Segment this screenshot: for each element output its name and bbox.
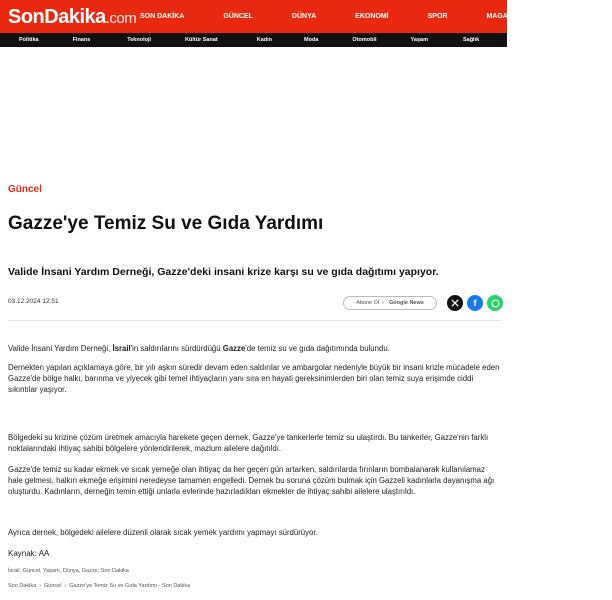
facebook-share-icon[interactable]: f xyxy=(467,295,483,311)
link-israil[interactable]: İsrail xyxy=(112,344,131,353)
nav-item-dunya[interactable]: DÜNYA xyxy=(291,13,317,20)
article-source: Kaynak: AA xyxy=(8,549,50,558)
google-news-follow-button[interactable] xyxy=(343,296,437,310)
subnav-item-finans[interactable]: Finans xyxy=(72,37,91,43)
nav-item-ekonomi[interactable]: EKONOMİ xyxy=(355,13,389,20)
top-header xyxy=(0,0,573,33)
nav-item-magazin[interactable]: MAGAZİN xyxy=(486,13,520,20)
whatsapp-share-icon[interactable] xyxy=(487,295,503,311)
nav-item-son-dakika[interactable]: SON DAKİKA xyxy=(140,13,185,20)
subnav-item-teknoloji[interactable]: Teknoloji xyxy=(127,37,152,43)
article-tags[interactable]: İsrail, Güncel, Yaşam, Dünya, Gazze, Son Dakika xyxy=(8,568,129,574)
subnav-item-otomobil[interactable]: Otomobil xyxy=(352,37,377,43)
article-paragraph: Ayrıca dernek, bölgedeki ailelere düzenli olarak sıcak yemek yardımı yapmayı sürdürüyor. xyxy=(8,528,318,537)
article-paragraph: Bölgedeki su krizine çözüm üretmek amacıyla harekete geçen dernek, Gazze'ye tankerlerle temiz su ulaştırdı. Bu tankerler, Gazze'nin farklı noktalarındaki ihtiyaç sahibi bölgelere yönlendirilerek, mazlum ailelere dağıtıldı. xyxy=(8,433,489,454)
google-news-prefix: Abone Ol xyxy=(356,300,380,306)
article-date: 03.12.2024 12:51 xyxy=(8,298,59,305)
sub-nav xyxy=(0,33,507,47)
subnav-item-moda[interactable]: Moda xyxy=(304,37,319,43)
subnav-item-kadin[interactable]: Kadın xyxy=(256,37,273,43)
subnav-item-yasam[interactable]: Yaşam xyxy=(410,37,428,43)
article-paragraph: Valide İnsani Yardım Derneği, İsrail'in saldırılarını sürdürdüğü Gazze'de temiz su ve gıda dağıtımında bulundu. xyxy=(8,344,390,353)
chevron-right-icon: › xyxy=(382,300,384,306)
breadcrumb-item[interactable]: Son Dakika xyxy=(8,583,37,589)
article-title: Gazze'ye Temiz Su ve Gıda Yardımı xyxy=(8,213,324,234)
logo-suffix: .com xyxy=(105,10,137,27)
subnav-item-politika[interactable]: Politika xyxy=(19,37,39,43)
main-nav xyxy=(140,0,612,33)
x-share-icon[interactable] xyxy=(447,295,463,311)
subnav-item-saglik[interactable]: Sağlık xyxy=(462,37,480,43)
article-paragraph: Gazze'de temiz su kadar ekmek ve sıcak yemeğe olan ihtiyaç da her geçen gün artarken, saldırılarda fırınların bombalanarak kullanılamaz hale gelmesi, halkın ekmeğe erişimini neredeyse tamamen engelledi. Dernek bu soruna çözüm bulmak için Gazzeli kadınlarla dayanışma ağı oluşturdu. Kadınların, derneğin temin ettiği unlarla evlerinde hazırladıkları ekmekler de ihtiyaç sahibi ailelere ulaştırıldı. xyxy=(8,465,495,497)
breadcrumb-separator: › xyxy=(64,583,67,589)
nav-item-guncel[interactable]: GÜNCEL xyxy=(223,13,253,20)
breadcrumb-item[interactable]: Güncel xyxy=(43,583,62,589)
article-category[interactable]: Güncel xyxy=(8,184,42,195)
google-news-brand: Google News xyxy=(388,300,424,306)
link-gazze[interactable]: Gazze xyxy=(222,344,246,353)
subnav-item-kultur-sanat[interactable]: Kültür Sanat xyxy=(185,37,218,43)
article-paragraph: Dernekten yapılan açıklamaya göre, bir yılı aşkın süredir devam eden saldırılar ve ambargolar nedeniyle büyük bir insani krizle mücadele eden Gazze'de bölge halkı, barınma ve yiyecek gibi temel ihtiyaçların yanı sıra en hayati gereksinimlerden biri olan temiz suya erişimde ciddi sıkıntılar yaşıyor. xyxy=(8,363,500,395)
article-spot: Valide İnsani Yardım Derneği, Gazze'deki insani krize karşı su ve gıda dağıtımı yapıyor. xyxy=(8,266,439,278)
site-logo[interactable] xyxy=(8,6,136,29)
divider xyxy=(8,320,501,321)
breadcrumb-separator: › xyxy=(39,583,41,589)
nav-item-spor[interactable]: SPOR xyxy=(427,13,448,20)
breadcrumb-item: Gazze'ye Temiz Su ve Gıda Yardımı - Son Dakika xyxy=(69,583,191,589)
nav-item-yerel[interactable]: YER xyxy=(558,13,573,20)
breadcrumb xyxy=(8,583,190,589)
logo-main: SonDakika xyxy=(8,6,106,28)
